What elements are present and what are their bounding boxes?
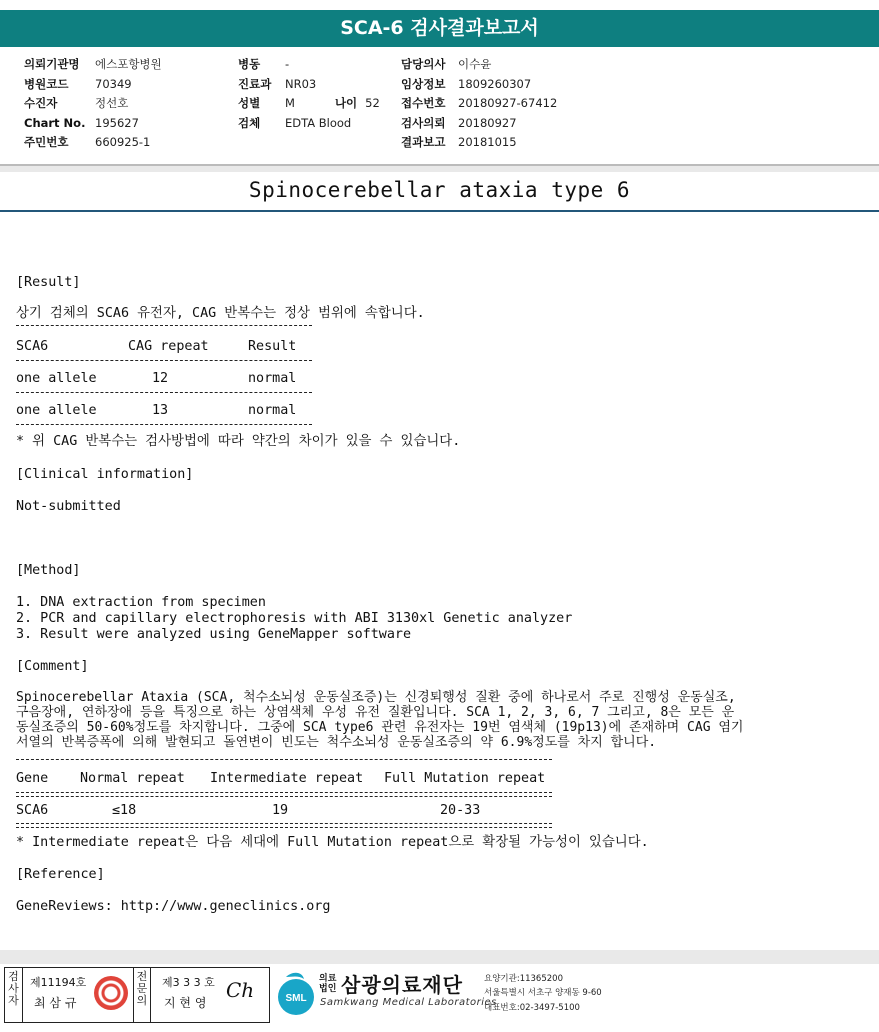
age-value: 52 — [365, 96, 380, 110]
reference-text: GeneReviews: http://www.geneclinics.org — [16, 899, 331, 914]
field-label: 검사의뢰 — [401, 115, 446, 130]
document-title: Spinocerebellar ataxia type 6 — [248, 178, 631, 202]
header-column-doctor — [401, 55, 557, 153]
method-item: 1. DNA extraction from specimen — [16, 595, 266, 610]
comment-note: * Intermediate repeat은 다음 세대에 Full Mutation repeat으로 확장될 가능성이 있습니다. — [16, 835, 649, 850]
field-value: M — [285, 96, 295, 110]
field-value: EDTA Blood — [285, 115, 352, 130]
header-field — [401, 55, 557, 75]
result-note: * 위 CAG 반복수는 검사방법에 따라 약간의 차이가 있을 수 있습니다. — [16, 434, 461, 449]
field-value: - — [285, 57, 290, 71]
clinical-text: Not-submitted — [16, 499, 121, 514]
field-value: 1809260307 — [458, 76, 532, 91]
comment-header-normal: Normal repeat — [80, 771, 185, 786]
comment-line: 구음장애, 연하장애 등을 특징으로 하는 상염색체 우성 유전 질환입니다. SCA 1, 2, 3, 6, 7 그리고, 8은 모든 운 — [16, 705, 735, 720]
corp-info-line: 서울특별시 서초구 양재동 9-60 — [484, 988, 602, 998]
footer-divider-band — [0, 950, 879, 964]
table-divider — [16, 424, 312, 425]
field-value: 에스포항병원 — [95, 57, 162, 71]
examiner-name: 최 삼 규 — [34, 996, 77, 1010]
header-field — [238, 75, 380, 95]
header-field — [24, 133, 162, 153]
field-label: Chart No. — [24, 115, 86, 130]
field-value: 660925-1 — [95, 135, 151, 149]
comment-line: 서열의 반복증폭에 의해 발현되고 돌연변이 빈도는 척수소뇌성 운동실조증의 약 6.9%정도를 차지 합니다. — [16, 735, 657, 750]
header-field — [24, 94, 162, 114]
result-header-result: Result — [248, 339, 297, 354]
result-heading: [Result] — [16, 275, 81, 290]
examiner-seal-icon — [94, 976, 128, 1010]
comment-row-intermediate: 19 — [272, 803, 289, 818]
header-field — [401, 114, 557, 134]
field-label: 결과보고 — [401, 135, 446, 149]
field-label: 수진자 — [24, 96, 58, 110]
field-label: 접수번호 — [401, 96, 446, 110]
field-value: 195627 — [95, 115, 139, 130]
comment-heading: [Comment] — [16, 659, 89, 674]
comment-header-gene: Gene — [16, 771, 49, 786]
method-item: 2. PCR and capillary electrophoresis with ABI 3130xl Genetic analyzer — [16, 611, 573, 626]
header-divider-band — [0, 166, 879, 172]
field-value: 20180927-67412 — [458, 96, 558, 110]
result-summary: 상기 검체의 SCA6 유전자, CAG 반복수는 정상 범위에 속합니다. — [16, 306, 425, 321]
header-field — [24, 75, 162, 95]
comment-row-normal: ≤18 — [112, 803, 137, 818]
comment-row-full: 20-33 — [440, 803, 481, 818]
table-divider — [16, 360, 312, 361]
header-field — [24, 114, 162, 134]
sml-logo-icon — [272, 969, 316, 1017]
method-heading: [Method] — [16, 563, 81, 578]
field-value: NR03 — [285, 76, 317, 91]
header-field — [238, 55, 380, 75]
specialist-name: 지 현 영 — [164, 996, 207, 1010]
comment-header-full: Full Mutation repeat — [384, 771, 546, 786]
field-value: 20181015 — [458, 135, 517, 149]
comment-line: Spinocerebellar Ataxia (SCA, 척수소뇌성 운동실조증)는 신경퇴행성 질환 중에 하나로서 주로 진행성 운동실조, — [16, 690, 736, 705]
age-label: 나이 — [334, 96, 358, 110]
result-row-2-result: normal — [248, 403, 297, 418]
field-label: 주민번호 — [24, 135, 69, 149]
table-divider — [16, 325, 312, 326]
title-underline — [0, 210, 879, 212]
result-row-1-allele: one allele — [16, 371, 97, 386]
reference-heading: [Reference] — [16, 867, 105, 882]
field-label: 검체 — [238, 115, 261, 130]
logo-text: SML — [285, 993, 307, 1004]
result-header-cag: CAG repeat — [128, 339, 209, 354]
corp-info-line: 대표번호:02-3497-5100 — [484, 1003, 580, 1013]
specialist-number: 제3 3 3 호 — [162, 976, 215, 989]
table-divider-double — [16, 792, 552, 797]
field-label: 성별 — [238, 96, 261, 110]
field-label: 진료과 — [238, 76, 272, 91]
field-value: 이수윤 — [458, 57, 492, 71]
comment-row-gene: SCA6 — [16, 803, 49, 818]
header-field — [401, 94, 557, 114]
header-field — [238, 114, 380, 134]
result-row-2-allele: one allele — [16, 403, 97, 418]
field-label: 담당의사 — [401, 57, 446, 71]
corp-info-line: 요양기관:11365200 — [484, 974, 563, 984]
comment-line: 동실조증의 50-60%정도를 차지합니다. 그중에 SCA type6 관련 유전자는 19번 염색체 (19p13)에 존재하며 CAG 염기 — [16, 720, 744, 735]
report-title-banner: SCA-6 검사결과보고서 — [0, 10, 879, 47]
result-row-1-repeat: 12 — [152, 371, 169, 386]
corp-name: 삼광의료재단 — [341, 973, 463, 997]
result-row-1-result: normal — [248, 371, 297, 386]
field-label: 임상정보 — [401, 76, 446, 91]
field-value: 20180927 — [458, 115, 517, 130]
clinical-heading: [Clinical information] — [16, 467, 194, 482]
table-divider-double — [16, 823, 552, 828]
table-divider — [16, 392, 312, 393]
examiner-number: 제11194호 — [30, 976, 87, 989]
corp-english-name: Samkwang Medical Laboratories — [320, 997, 497, 1008]
header-column-patient — [24, 55, 162, 153]
specialist-label: 전문의 — [133, 968, 151, 1022]
result-header-sca6: SCA6 — [16, 339, 49, 354]
method-item: 3. Result were analyzed using GeneMapper software — [16, 627, 412, 642]
result-row-2-repeat: 13 — [152, 403, 169, 418]
header-column-ward — [238, 55, 380, 133]
corp-type: 의료 법인 — [319, 974, 337, 994]
field-label: 병동 — [238, 57, 261, 71]
field-label: 병원코드 — [24, 76, 69, 91]
field-label: 의뢰기관명 — [24, 57, 80, 71]
table-divider — [16, 759, 552, 760]
header-field — [401, 75, 557, 95]
header-field — [24, 55, 162, 75]
comment-header-intermediate: Intermediate repeat — [210, 771, 364, 786]
signature-icon: Ch — [226, 978, 255, 1002]
field-value: 정선호 — [95, 96, 129, 110]
header-field — [401, 133, 557, 153]
examiner-label: 검사자 — [5, 968, 23, 1022]
field-value: 70349 — [95, 76, 132, 91]
header-field — [238, 94, 380, 114]
